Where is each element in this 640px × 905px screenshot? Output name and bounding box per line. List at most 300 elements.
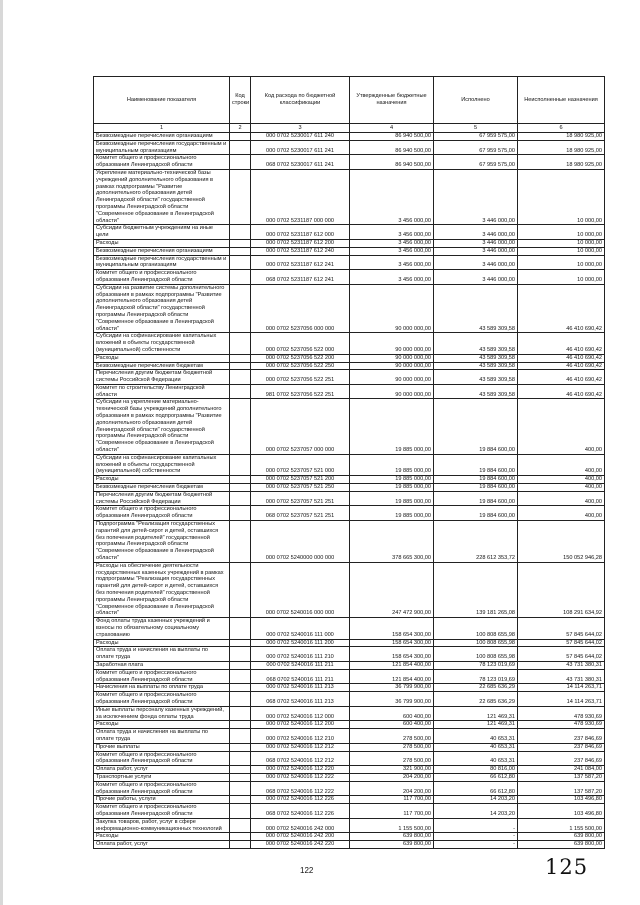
row-budget-code: 000 0702 5240016 111 211 xyxy=(251,661,350,669)
table-row xyxy=(94,661,605,669)
table-row xyxy=(94,155,605,170)
row-unexecuted: 10 000,00 xyxy=(518,169,605,224)
row-approved: 19 885 000,00 xyxy=(350,454,434,475)
row-executed: - xyxy=(434,833,518,841)
header-approved: Утвержденные бюджетные назначения xyxy=(350,77,434,124)
table-row xyxy=(94,618,605,639)
table-row xyxy=(94,647,605,662)
row-executed: 100 808 655,98 xyxy=(434,639,518,647)
table-row xyxy=(94,669,605,684)
row-code xyxy=(230,476,251,484)
row-unexecuted: 14 114 263,71 xyxy=(518,684,605,692)
row-budget-code: 000 0702 5231187 612 200 xyxy=(251,239,350,247)
table-row xyxy=(94,751,605,766)
row-unexecuted: 400,00 xyxy=(518,399,605,454)
row-code xyxy=(230,773,251,781)
row-unexecuted: 241 084,00 xyxy=(518,766,605,774)
row-unexecuted: 237 846,69 xyxy=(518,751,605,766)
row-name: Безвозмездные перечисления бюджетам xyxy=(94,362,230,370)
row-executed: 19 884 600,00 xyxy=(434,491,518,506)
row-executed: 100 808 655,98 xyxy=(434,647,518,662)
row-code xyxy=(230,239,251,247)
row-unexecuted: 103 496,80 xyxy=(518,796,605,804)
row-approved: 19 885 000,00 xyxy=(350,491,434,506)
row-executed: - xyxy=(434,818,518,833)
table-row xyxy=(94,521,605,563)
row-approved: 19 885 000,00 xyxy=(350,484,434,492)
row-name: Комитет общего и профессионального образования Ленинградской области xyxy=(94,781,230,796)
budget-execution-table xyxy=(93,76,605,849)
row-name: Субсидии бюджетным учреждениям на иные цели xyxy=(94,225,230,240)
table-row xyxy=(94,491,605,506)
row-code xyxy=(230,669,251,684)
row-budget-code: 000 0702 5240000 000 000 xyxy=(251,521,350,563)
header-row xyxy=(94,77,605,124)
table-row xyxy=(94,773,605,781)
row-executed: 40 653,31 xyxy=(434,751,518,766)
row-code xyxy=(230,841,251,849)
row-approved: 378 665 300,00 xyxy=(350,521,434,563)
row-unexecuted: 1 155 500,00 xyxy=(518,818,605,833)
row-budget-code: 000 0702 5237056 522 200 xyxy=(251,354,350,362)
row-budget-code: 068 0702 5240016 111 211 xyxy=(251,669,350,684)
row-budget-code: 981 0702 5237056 522 251 xyxy=(251,384,350,399)
row-executed: 22 685 636,29 xyxy=(434,692,518,707)
row-name: Оплата работ, услуг xyxy=(94,766,230,774)
row-name: Расходы xyxy=(94,354,230,362)
table-row xyxy=(94,454,605,475)
row-approved: 86 940 500,00 xyxy=(350,133,434,141)
row-code xyxy=(230,169,251,224)
row-name: Безвозмездные перечисления государственным и муниципальным организациям xyxy=(94,255,230,270)
row-approved: 158 654 300,00 xyxy=(350,618,434,639)
row-code xyxy=(230,333,251,354)
row-name: Расходы xyxy=(94,639,230,647)
row-executed: 78 123 019,69 xyxy=(434,661,518,669)
row-unexecuted: 46 410 690,42 xyxy=(518,370,605,385)
row-budget-code: 000 0702 5237056 522 000 xyxy=(251,333,350,354)
table-row xyxy=(94,270,605,285)
row-executed: 67 959 575,00 xyxy=(434,133,518,141)
row-executed: 67 959 575,00 xyxy=(434,140,518,155)
row-approved: 90 000 000,00 xyxy=(350,384,434,399)
row-approved: 3 456 000,00 xyxy=(350,169,434,224)
row-unexecuted: 18 980 925,00 xyxy=(518,140,605,155)
table-row xyxy=(94,562,605,617)
row-approved: 3 456 000,00 xyxy=(350,239,434,247)
table-row xyxy=(94,133,605,141)
table-row xyxy=(94,399,605,454)
row-code xyxy=(230,766,251,774)
row-unexecuted: 400,00 xyxy=(518,506,605,521)
row-executed: 14 203,20 xyxy=(434,796,518,804)
row-unexecuted: 10 000,00 xyxy=(518,255,605,270)
row-unexecuted: 46 410 690,42 xyxy=(518,284,605,333)
row-name: Комитет общего и профессионального образования Ленинградской области xyxy=(94,270,230,285)
row-executed: 78 123 019,69 xyxy=(434,669,518,684)
row-name: Расходы xyxy=(94,721,230,729)
row-code xyxy=(230,804,251,819)
row-name: Заработная плата xyxy=(94,661,230,669)
row-executed: 43 589 309,58 xyxy=(434,370,518,385)
table-row xyxy=(94,796,605,804)
row-executed: 19 884 600,00 xyxy=(434,454,518,475)
row-unexecuted: 18 980 925,00 xyxy=(518,155,605,170)
row-approved: 3 456 000,00 xyxy=(350,255,434,270)
row-unexecuted: 478 930,69 xyxy=(518,706,605,721)
row-approved: 3 456 000,00 xyxy=(350,247,434,255)
row-name: Субсидии на развитие системы дополнительного образования в рамках подпрограммы "Развитие дополнительного образования детей Ленинградской области" государственной программы Ленинградской области "Современное образование в Ленинградской области" xyxy=(94,284,230,333)
row-unexecuted: 478 930,69 xyxy=(518,721,605,729)
row-executed: 19 884 600,00 xyxy=(434,484,518,492)
row-name: Начисления на выплаты по оплате труда xyxy=(94,684,230,692)
row-budget-code: 000 0702 5240016 112 200 xyxy=(251,721,350,729)
row-budget-code: 000 0702 5230017 611 241 xyxy=(251,140,350,155)
row-name: Субсидии на софинансирование капитальных вложений в объекты государственной (муниципальной) собственности xyxy=(94,454,230,475)
row-name: Комитет общего и профессионального образования Ленинградской области xyxy=(94,669,230,684)
row-approved: 321 900,00 xyxy=(350,766,434,774)
table-row xyxy=(94,247,605,255)
row-code xyxy=(230,270,251,285)
table-row xyxy=(94,833,605,841)
row-code xyxy=(230,729,251,744)
row-approved: 19 885 000,00 xyxy=(350,506,434,521)
row-unexecuted: 400,00 xyxy=(518,491,605,506)
row-code xyxy=(230,506,251,521)
row-budget-code: 000 0702 5231187 612 000 xyxy=(251,225,350,240)
row-executed: 66 612,80 xyxy=(434,773,518,781)
row-executed: 19 884 600,00 xyxy=(434,476,518,484)
row-budget-code: 068 0702 5240016 112 212 xyxy=(251,751,350,766)
row-executed: 228 612 353,72 xyxy=(434,521,518,563)
row-code xyxy=(230,362,251,370)
row-name: Оплата труда и начисления на выплаты по оплате труда xyxy=(94,647,230,662)
row-code xyxy=(230,661,251,669)
row-unexecuted: 639 800,00 xyxy=(518,833,605,841)
table-row xyxy=(94,225,605,240)
row-code xyxy=(230,255,251,270)
table-row xyxy=(94,476,605,484)
row-unexecuted: 43 731 380,31 xyxy=(518,669,605,684)
row-approved: 121 854 400,00 xyxy=(350,669,434,684)
row-code xyxy=(230,684,251,692)
row-budget-code: 000 0702 5237057 521 250 xyxy=(251,484,350,492)
table-row xyxy=(94,766,605,774)
row-approved: 90 000 000,00 xyxy=(350,370,434,385)
row-executed: 14 203,20 xyxy=(434,804,518,819)
row-code xyxy=(230,721,251,729)
row-unexecuted: 400,00 xyxy=(518,454,605,475)
row-budget-code: 000 0702 5237056 000 000 xyxy=(251,284,350,333)
column-number: 4 xyxy=(350,124,434,133)
table-row xyxy=(94,284,605,333)
row-budget-code: 000 0702 5237056 522 251 xyxy=(251,370,350,385)
row-budget-code: 000 0702 5240016 242 200 xyxy=(251,833,350,841)
row-executed: 3 446 000,00 xyxy=(434,255,518,270)
row-budget-code: 000 0702 5240016 111 200 xyxy=(251,639,350,647)
row-name: Оплата труда и начисления на выплаты по оплате труда xyxy=(94,729,230,744)
row-budget-code: 000 0702 5231187 000 000 xyxy=(251,169,350,224)
row-budget-code: 000 0702 5240016 112 220 xyxy=(251,766,350,774)
row-name: Комитет общего и профессионального образования Ленинградской области xyxy=(94,751,230,766)
table-row xyxy=(94,818,605,833)
row-code xyxy=(230,284,251,333)
row-code xyxy=(230,692,251,707)
row-executed: 3 446 000,00 xyxy=(434,247,518,255)
row-budget-code: 068 0702 5240016 111 213 xyxy=(251,692,350,707)
row-budget-code: 000 0702 5237056 522 250 xyxy=(251,362,350,370)
row-approved: 278 500,00 xyxy=(350,751,434,766)
row-code xyxy=(230,818,251,833)
row-executed: 3 446 000,00 xyxy=(434,270,518,285)
row-executed: 43 589 309,58 xyxy=(434,362,518,370)
row-budget-code: 000 0702 5240016 112 212 xyxy=(251,743,350,751)
row-approved: 117 700,00 xyxy=(350,796,434,804)
row-executed: 121 469,31 xyxy=(434,706,518,721)
header-name: Наименование показателя xyxy=(94,77,230,124)
row-approved: 36 799 900,00 xyxy=(350,684,434,692)
table-row xyxy=(94,354,605,362)
row-unexecuted: 46 410 690,42 xyxy=(518,362,605,370)
row-code xyxy=(230,225,251,240)
row-name: Фонд оплаты труда казенных учреждений и взносы по обязательному социальному страхованию xyxy=(94,618,230,639)
table-row xyxy=(94,781,605,796)
row-executed: 3 446 000,00 xyxy=(434,225,518,240)
row-code xyxy=(230,781,251,796)
row-name: Комитет общего и профессионального образования Ленинградской области xyxy=(94,155,230,170)
column-number: 6 xyxy=(518,124,605,133)
handwritten-page-stamp: 125 xyxy=(545,855,589,879)
row-executed: 3 446 000,00 xyxy=(434,239,518,247)
row-code xyxy=(230,133,251,141)
row-executed: 3 446 000,00 xyxy=(434,169,518,224)
row-budget-code: 068 0702 5231187 612 241 xyxy=(251,270,350,285)
row-unexecuted: 10 000,00 xyxy=(518,239,605,247)
row-executed: 40 653,31 xyxy=(434,743,518,751)
row-code xyxy=(230,491,251,506)
row-code xyxy=(230,384,251,399)
row-approved: 86 940 500,00 xyxy=(350,155,434,170)
row-unexecuted: 639 800,00 xyxy=(518,841,605,849)
row-name: Субсидии на софинансирование капитальных вложений в объекты государственной (муниципальной) собственности xyxy=(94,333,230,354)
row-name: Комитет по строительству Ленинградской области xyxy=(94,384,230,399)
row-unexecuted: 237 846,69 xyxy=(518,743,605,751)
column-number: 1 xyxy=(94,124,230,133)
row-code xyxy=(230,751,251,766)
row-approved: 90 000 000,00 xyxy=(350,284,434,333)
row-code xyxy=(230,454,251,475)
row-budget-code: 000 0702 5237057 521 000 xyxy=(251,454,350,475)
row-name: Расходы xyxy=(94,833,230,841)
table-row xyxy=(94,370,605,385)
column-number: 2 xyxy=(230,124,251,133)
row-approved: 204 200,00 xyxy=(350,773,434,781)
row-unexecuted: 400,00 xyxy=(518,476,605,484)
row-budget-code: 068 0702 5230017 611 241 xyxy=(251,155,350,170)
row-approved: 278 500,00 xyxy=(350,729,434,744)
header-executed: Исполнено xyxy=(434,77,518,124)
row-approved: 90 000 000,00 xyxy=(350,362,434,370)
table-row xyxy=(94,239,605,247)
row-unexecuted: 150 052 946,28 xyxy=(518,521,605,563)
row-code xyxy=(230,370,251,385)
row-name: Расходы на обеспечение деятельности государственных казенных учреждений в рамках подпрограммы "Реализация государственных гарантий для детей-сирот и детей, оставшихся без попечения родителей" государственной программы Ленинградской области "Современное образование в Ленинградской области" xyxy=(94,562,230,617)
row-code xyxy=(230,833,251,841)
row-unexecuted: 57 845 644,02 xyxy=(518,647,605,662)
table-row xyxy=(94,692,605,707)
row-approved: 36 799 900,00 xyxy=(350,692,434,707)
row-code xyxy=(230,399,251,454)
table-row xyxy=(94,804,605,819)
table-row xyxy=(94,506,605,521)
row-budget-code: 000 0702 5240016 112 222 xyxy=(251,773,350,781)
row-executed: 121 469,31 xyxy=(434,721,518,729)
row-budget-code: 000 0702 5240016 112 226 xyxy=(251,796,350,804)
row-budget-code: 000 0702 5240016 112 000 xyxy=(251,706,350,721)
row-budget-code: 000 0702 5240016 242 000 xyxy=(251,818,350,833)
row-unexecuted: 57 845 644,02 xyxy=(518,618,605,639)
table-row xyxy=(94,333,605,354)
row-executed: - xyxy=(434,841,518,849)
row-budget-code: 000 0702 5240016 000 000 xyxy=(251,562,350,617)
row-budget-code: 068 0702 5240016 112 222 xyxy=(251,781,350,796)
row-name: Безвозмездные перечисления организациям xyxy=(94,133,230,141)
table-row xyxy=(94,484,605,492)
row-unexecuted: 46 410 690,42 xyxy=(518,384,605,399)
row-approved: 19 885 000,00 xyxy=(350,476,434,484)
header-unexecuted: Неисполненные назначения xyxy=(518,77,605,124)
row-unexecuted: 137 587,20 xyxy=(518,773,605,781)
page-number: 122 xyxy=(300,866,314,875)
row-approved: 278 500,00 xyxy=(350,743,434,751)
row-unexecuted: 43 731 380,31 xyxy=(518,661,605,669)
row-name: Оплата работ, услуг xyxy=(94,841,230,849)
row-code xyxy=(230,354,251,362)
row-unexecuted: 400,00 xyxy=(518,484,605,492)
row-approved: 158 654 300,00 xyxy=(350,639,434,647)
row-executed: 80 816,00 xyxy=(434,766,518,774)
table-row xyxy=(94,140,605,155)
row-approved: 3 456 000,00 xyxy=(350,270,434,285)
row-budget-code: 000 0702 5237057 521 200 xyxy=(251,476,350,484)
row-approved: 600 400,00 xyxy=(350,721,434,729)
table-row xyxy=(94,684,605,692)
table-row xyxy=(94,743,605,751)
row-name: Прочие выплаты xyxy=(94,743,230,751)
row-budget-code: 000 0702 5237057 521 251 xyxy=(251,491,350,506)
column-number-row xyxy=(94,124,605,133)
row-unexecuted: 137 587,20 xyxy=(518,781,605,796)
row-name: Расходы xyxy=(94,239,230,247)
row-unexecuted: 10 000,00 xyxy=(518,225,605,240)
row-executed: 100 808 655,98 xyxy=(434,618,518,639)
row-budget-code: 000 0702 5230017 611 240 xyxy=(251,133,350,141)
row-executed: 22 685 636,29 xyxy=(434,684,518,692)
row-name: Комитет общего и профессионального образования Ленинградской области xyxy=(94,506,230,521)
row-name: Комитет общего и профессионального образования Ленинградской области xyxy=(94,804,230,819)
row-unexecuted: 46 410 690,42 xyxy=(518,333,605,354)
row-approved: 639 800,00 xyxy=(350,833,434,841)
table-row xyxy=(94,255,605,270)
row-executed: 43 589 309,58 xyxy=(434,284,518,333)
row-name: Иные выплаты персоналу казенных учреждений, за исключением фонда оплаты труда xyxy=(94,706,230,721)
row-approved: 90 000 000,00 xyxy=(350,333,434,354)
column-number: 3 xyxy=(251,124,350,133)
row-code xyxy=(230,796,251,804)
row-unexecuted: 14 114 263,71 xyxy=(518,692,605,707)
row-budget-code: 000 0702 5231187 612 241 xyxy=(251,255,350,270)
row-approved: 247 472 900,00 xyxy=(350,562,434,617)
row-budget-code: 068 0702 5237057 521 251 xyxy=(251,506,350,521)
row-unexecuted: 108 291 634,92 xyxy=(518,562,605,617)
row-budget-code: 000 0702 5240016 112 210 xyxy=(251,729,350,744)
row-code xyxy=(230,521,251,563)
row-name: Закупка товаров, работ, услуг в сфере информационно-коммуникационных технологий xyxy=(94,818,230,833)
table-row xyxy=(94,384,605,399)
row-code xyxy=(230,639,251,647)
row-approved: 639 800,00 xyxy=(350,841,434,849)
row-code xyxy=(230,484,251,492)
row-budget-code: 068 0702 5240016 112 226 xyxy=(251,804,350,819)
row-name: Перечисления другим бюджетам бюджетной системы Российской Федерации xyxy=(94,491,230,506)
row-code xyxy=(230,618,251,639)
row-executed: 40 653,31 xyxy=(434,729,518,744)
row-code xyxy=(230,743,251,751)
row-approved: 3 456 000,00 xyxy=(350,225,434,240)
row-approved: 1 155 500,00 xyxy=(350,818,434,833)
row-budget-code: 000 0702 5237057 000 000 xyxy=(251,399,350,454)
row-executed: 67 959 575,00 xyxy=(434,155,518,170)
row-name: Транспортные услуги xyxy=(94,773,230,781)
row-approved: 86 940 500,00 xyxy=(350,140,434,155)
row-executed: 43 589 309,58 xyxy=(434,354,518,362)
row-approved: 121 854 400,00 xyxy=(350,661,434,669)
row-name: Комитет общего и профессионального образования Ленинградской области xyxy=(94,692,230,707)
row-approved: 204 200,00 xyxy=(350,781,434,796)
row-name: Укрепление материально-технической базы учреждений дополнительного образования в рамках подпрограммы "Развитие дополнительного образования детей Ленинградской области" государственной программы Ленинградской области "Современное образование в Ленинградской области" xyxy=(94,169,230,224)
row-code xyxy=(230,562,251,617)
row-code xyxy=(230,140,251,155)
row-budget-code: 000 0702 5240016 242 220 xyxy=(251,841,350,849)
row-budget-code: 000 0702 5240016 111 210 xyxy=(251,647,350,662)
row-name: Безвозмездные перечисления государственным и муниципальным организациям xyxy=(94,140,230,155)
row-name: Субсидии на укрепление материально-технической базы учреждений дополнительного образования в рамках подпрограммы "Развитие дополнительного образования детей Ленинградской области" государственной программы Ленинградской области "Современное образование в Ленинградской области" xyxy=(94,399,230,454)
row-unexecuted: 57 845 644,02 xyxy=(518,639,605,647)
row-executed: 43 589 309,58 xyxy=(434,333,518,354)
row-code xyxy=(230,706,251,721)
table-row xyxy=(94,729,605,744)
row-unexecuted: 46 410 690,42 xyxy=(518,354,605,362)
table-row xyxy=(94,639,605,647)
row-unexecuted: 103 496,80 xyxy=(518,804,605,819)
scan-edge xyxy=(0,0,3,905)
table-row xyxy=(94,169,605,224)
column-number: 5 xyxy=(434,124,518,133)
row-approved: 90 000 000,00 xyxy=(350,354,434,362)
row-approved: 158 654 300,00 xyxy=(350,647,434,662)
row-budget-code: 000 0702 5240016 111 000 xyxy=(251,618,350,639)
row-code xyxy=(230,155,251,170)
row-unexecuted: 10 000,00 xyxy=(518,247,605,255)
table-row xyxy=(94,706,605,721)
row-executed: 19 884 600,00 xyxy=(434,399,518,454)
table-row xyxy=(94,841,605,849)
row-name: Безвозмездные перечисления организациям xyxy=(94,247,230,255)
row-code xyxy=(230,247,251,255)
row-executed: 66 612,80 xyxy=(434,781,518,796)
table-row xyxy=(94,721,605,729)
row-unexecuted: 237 846,69 xyxy=(518,729,605,744)
